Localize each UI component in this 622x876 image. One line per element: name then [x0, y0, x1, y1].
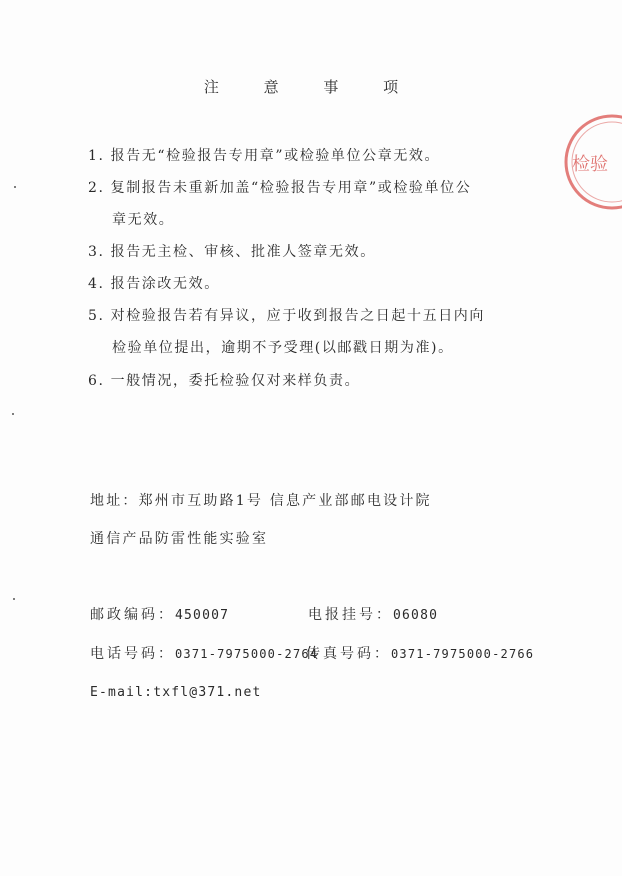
postcode	[90, 604, 229, 624]
telegraph-label: 电报挂号：	[308, 607, 393, 623]
scan-speck	[14, 186, 16, 188]
fax-value: 0371-7975000-2766	[391, 647, 535, 661]
notice-item-1: 1. 报告无“检验报告专用章”或检验单位公章无效。	[88, 148, 441, 164]
address-line-2: 通信产品防雷性能实验室	[90, 531, 269, 547]
scan-speck	[12, 413, 14, 415]
page-title: 注 意 事 项	[203, 78, 419, 96]
notice-item-5: 5. 对检验报告若有异议，应于收到报告之日起十五日内向	[88, 308, 486, 324]
email-value: txfl@371.net	[153, 685, 262, 700]
scan-speck	[13, 598, 15, 600]
address-line-1: 地址：郑州市互助路1号 信息产业部邮电设计院	[90, 493, 432, 509]
phone-value: 0371-7975000-2764	[175, 647, 319, 661]
fax-label: 传真号码：	[306, 646, 391, 662]
notice-item-4: 4. 报告涂改无效。	[88, 276, 220, 292]
red-stamp	[562, 92, 622, 232]
stamp-text: 检验	[572, 154, 608, 175]
notice-item-3: 3. 报告无主检、审核、批准人签章无效。	[88, 244, 376, 260]
fax	[306, 643, 534, 663]
phone-label: 电话号码：	[90, 646, 175, 662]
phone	[90, 643, 318, 663]
postcode-value: 450007	[175, 608, 230, 623]
postcode-label: 邮政编码：	[90, 607, 175, 623]
email-label: E-mail:	[90, 685, 154, 700]
notice-item-2-cont: 章无效。	[112, 212, 175, 228]
telegraph-value: 06080	[393, 608, 439, 623]
notice-item-5-cont: 检验单位提出，逾期不予受理(以邮戳日期为准)。	[112, 340, 454, 356]
email	[90, 681, 262, 700]
telegraph	[308, 604, 438, 624]
notice-item-2: 2. 复制报告未重新加盖“检验报告专用章”或检验单位公	[88, 180, 472, 196]
notice-item-6: 6. 一般情况，委托检验仅对来样负责。	[88, 373, 361, 389]
